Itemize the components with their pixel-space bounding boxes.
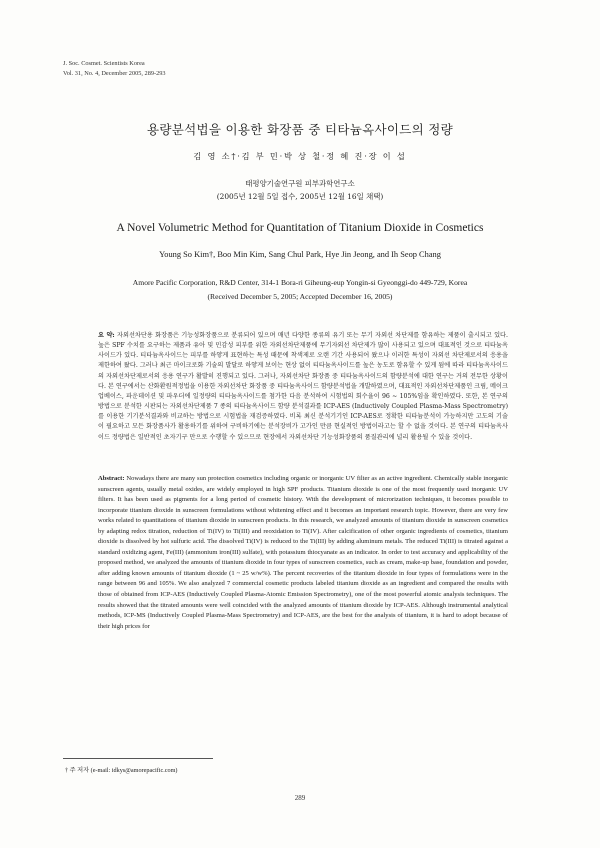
korean-abstract-label: 요 약: bbox=[98, 332, 115, 339]
korean-abstract-text: 자외선차단용 화장품은 기능성화장품으로 분류되어 있으며 매년 다양한 종류의 유기 또는 무기 자외선 차단제를 함유하는 제품이 출시되고 있다. 높은 SPF 수치를 요구하는 제품과 유아 및 민감성 피부를 위한 자외선차단제품에 무기자외선 차단제가 많이 사용되고 있으며 대표적인 것으로 티타늄옥사이드가 있다. 티타늄옥사이드는 피부를 하얗게 표현하는 특성 때문에 착색제로 오랜 기간 사용되어 왔으나 이러한 특성이 자외선 차단제로서의 응용을 제한하여 왔다. 그러나 최근 마이크로화 기술의 발달로 하얗게 보이는 현상 없이 티타늄옥사이드를 높은 농도로 함유할 수 있게 됨에 따라 티타늄옥사이드의 자외선차단제로서의 응용 연구가 활발히 진행되고 있다. 그러나, 자외선차단 화장품 중 티타늄옥사이드의 함량분석에 대한 연구는 거의 전무한 상황이다. 본 연구에서는 산화환원적정법을 이용한 자외선차단 화장품 중 티타늄옥사이드 함량분석법을 개발하였으며, 대표적인 자외선차단제품인 크림, 메이크업베이스, 파운데이션 및 파우더에 일정량의 티타늄옥사이드를 첨가한 다음 분석하여 시험법의 회수율이 96 ~ 105%임을 확인하였다. 또한, 본 연구의 방법으로 분석한 시판되는 자외선차단제품 7 종의 티타늄옥사이드 함량 분석결과를 ICP-AES (Inductively Coupled Plasma-Mass Spectrometry)를 이용한 기기분석결과와 비교하는 방법으로 시험법을 재검증하였다. 비록 최신 분석기기인 ICP-AES로 정확한 티타늄분석이 가능하지만 고도의 기술이 필요하고 모든 화장품사가 활용하기를 위하여 구비하기에는 분석장비가 고가인 만큼 현실적인 방법이라고는 할 수 없을 것이다. 본 연구의 티타늄옥사이드 정량법은 일반적인 초자기구 만으로 수행할 수 있으므로 현장에서 자외선차단 기능성화장품의 품질관리에 널리 활용될 수 있을 것이다. bbox=[98, 332, 508, 441]
korean-affiliation: 태평양기술연구원 피부과학연구소 bbox=[245, 179, 355, 188]
korean-abstract bbox=[98, 331, 508, 443]
english-dates: (Received December 5, 2005; Accepted December 16, 2005) bbox=[207, 292, 393, 301]
journal-header bbox=[63, 59, 166, 79]
english-abstract-label: Abstract: bbox=[98, 475, 125, 482]
corresponding-author-footnote: † 주 저자 (e-mail: idkys@amorepacific.com) bbox=[65, 767, 178, 774]
korean-authors: 김 영 소†·김 부 민·박 상 철·정 혜 진·장 이 섭 bbox=[193, 151, 407, 161]
footnote-divider bbox=[63, 758, 213, 759]
english-affiliation: Amore Pacific Corporation, R&D Center, 314-1 Bora-ri Giheung-eup Yongin-si Gyeonggi-do 449-729, Korea bbox=[132, 278, 468, 287]
english-authors: Young So Kim†, Boo Min Kim, Sang Chul Park, Hye Jin Jeong, and Ih Seop Chang bbox=[159, 250, 441, 259]
page-number: 289 bbox=[294, 794, 306, 802]
korean-dates: (2005년 12월 5일 접수, 2005년 12월 16일 채택) bbox=[216, 192, 384, 201]
english-title: A Novel Volumetric Method for Quantitation of Titanium Dioxide in Cosmetics bbox=[116, 222, 484, 234]
journal-name: J. Soc. Cosmet. Scientists Korea bbox=[63, 60, 145, 67]
english-abstract bbox=[98, 474, 508, 632]
english-abstract-text: Nowadays there are many sun protection cosmetics including organic or inorganic UV filter as an active ingredient. Chemically stable inorganic sunscreen agents, usually metal oxides, are widely employed in high SPF products. Titanium dioxide is one of the most frequently used inorganic UV filters. It has been used as pigments for a long period of cosmetic history. With the development of microrization techniques, it becomes possible to incorporate titanium dioxide in sunscreen formulations without whitening effect and it becomes an important research topic. However, there are very few works related to quantitations of titanium dioxide in sunscreen products. In this research, we analyzed amounts of titanium dioxide in sunscreen cosmetics by adapting redox titration, reduction of Ti(IV) to Ti(III) and reoxidation to Ti(IV). After calcification of other organic ingredients of cosmetics, titanium dioxide is dissolved by hot sulfuric acid. The dissolved Ti(IV) is reduced to the Ti(III) by adding aluminum metals. The reduced Ti(III) is titrated against a standard oxidizing agent, Fe(III) (ammonium iron(III) sulfate), with potassium thiocyanate as an indicator. In order to test accuracy and applicability of the proposed method, we analyzed the amounts of titanium dioxide in four types of sunscreen cosmetics, such as cream, make-up base, foundation and powder, after adding known amounts of titanium dioxide (1 ~ 25 w/w%). The percent recoveries of the titanium dioxide in four types of formulations were in the range between 96 and 105%. We also analyzed 7 commercial cosmetic products labeled titanium dioxide as an ingredient and compared the results with those of obtained from ICP-AES (Inductively Coupled Plasma-Atomic Emission Spectrometry), one of the most powerful atomic analysis techniques. The results showed that the titrated amounts were well coincided with the analyzed amounts of titanium dioxide by ICP-AES. Although instrumental analytical methods, ICP-MS (Inductively Coupled Plasma-Mass Spectrometry) and ICP-AES, are the best for the analysis of titanium, it is hard to adopt because of their high prices for bbox=[98, 475, 508, 630]
journal-volume: Vol. 31, No. 4, December 2005, 289-293 bbox=[63, 70, 166, 77]
korean-title: 용량분석법을 이용한 화장품 중 티타늄옥사이드의 정량 bbox=[147, 122, 453, 137]
